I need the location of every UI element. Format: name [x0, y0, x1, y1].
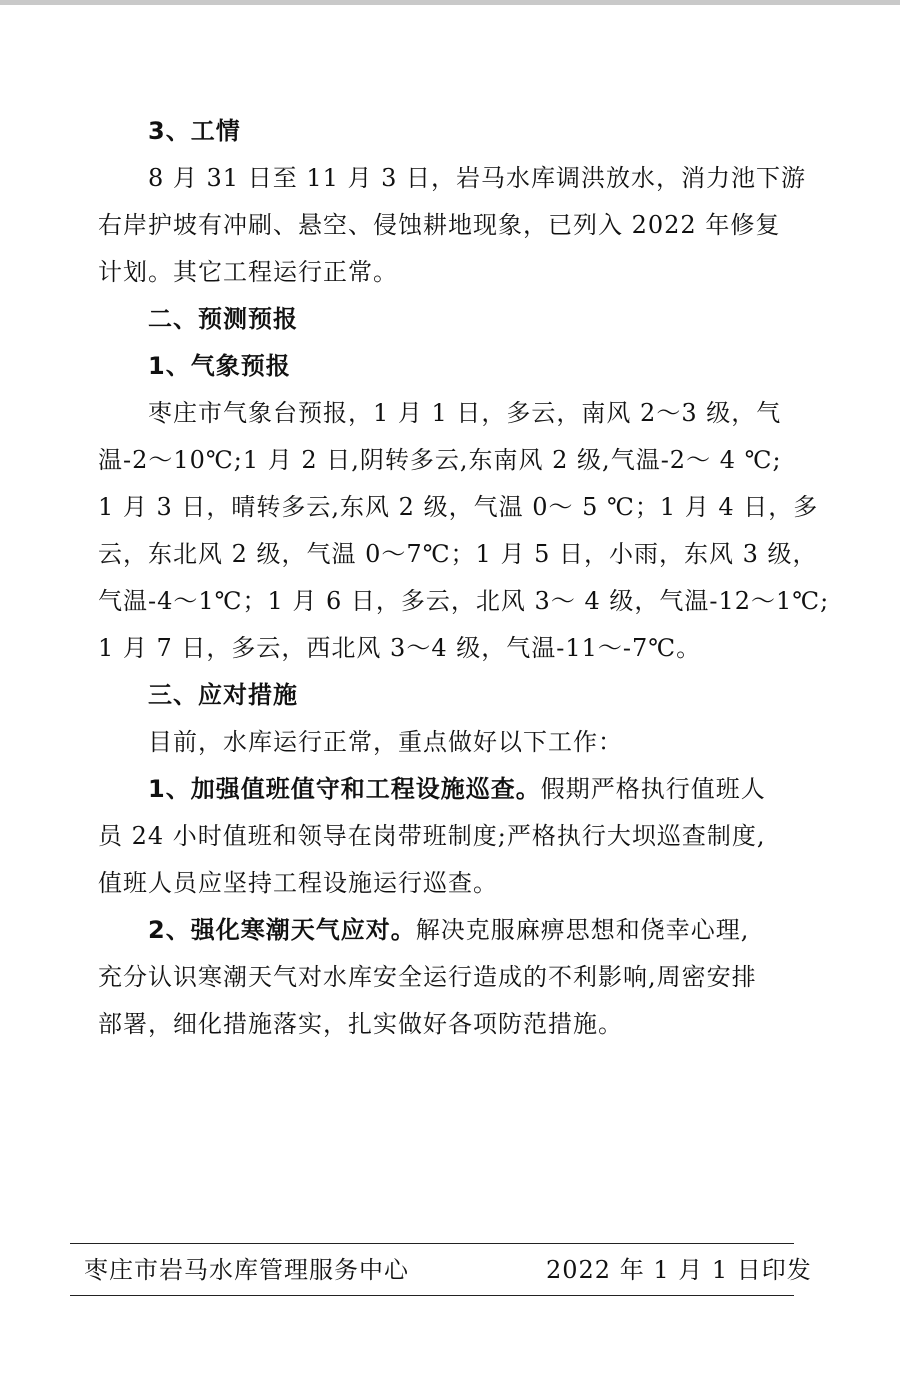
document-body	[98, 108, 830, 1048]
paragraph-line: 计划。其它工程运行正常。	[98, 258, 398, 286]
measure-item-2-text: 解决克服麻痹思想和侥幸心理,	[415, 916, 750, 944]
measure-item-1-text: 假期严格执行值班人	[540, 775, 766, 803]
paragraph-line: 温-2～10℃;1 月 2 日,阴转多云,东南风 2 级,气温-2～ 4 ℃;	[98, 446, 782, 474]
section-heading-forecast: 二、预测预报	[148, 305, 298, 333]
paragraph-line: 气温-4～1℃；1 月 6 日，多云，北风 3～ 4 级，气温-12～1℃;	[98, 587, 830, 615]
paragraph-line: 云，东北风 2 级，气温 0～7℃；1 月 5 日，小雨，东风 3 级，	[98, 540, 818, 568]
paragraph-line: 员 24 小时值班和领导在岗带班制度;严格执行大坝巡查制度,	[98, 822, 766, 850]
top-divider	[0, 0, 900, 5]
measure-item-1-title: 1、加强值班值守和工程设施巡查。	[148, 775, 541, 803]
measure-item-1-first-line	[98, 766, 806, 813]
measure-item-2-first-line	[98, 907, 806, 954]
footer-divider-top	[70, 1243, 794, 1244]
paragraph-line: 8 月 31 日至 11 月 3 日，岩马水库调洪放水，消力池下游	[148, 164, 807, 192]
footer-issue-date: 2022 年 1 月 1 日印发	[546, 1256, 812, 1284]
paragraph-line: 1 月 3 日，晴转多云,东风 2 级，气温 0～ 5 ℃；1 月 4 日，多	[98, 493, 819, 521]
footer-divider-bottom	[70, 1295, 794, 1296]
measures-intro: 目前，水库运行正常，重点做好以下工作：	[148, 728, 623, 756]
paragraph-line: 1 月 7 日，多云，西北风 3～4 级，气温-11～-7℃。	[98, 634, 702, 662]
footer-organization: 枣庄市岩马水库管理服务中心	[84, 1256, 409, 1284]
subheading-weather-forecast: 1、气象预报	[148, 352, 291, 380]
paragraph-line: 充分认识寒潮天气对水库安全运行造成的不利影响,周密安排	[98, 963, 757, 991]
paragraph-line: 部署，细化措施落实，扎实做好各项防范措施。	[98, 1010, 623, 1038]
paragraph-line: 值班人员应坚持工程设施运行巡查。	[98, 869, 498, 897]
measure-item-2-title: 2、强化寒潮天气应对。	[148, 916, 416, 944]
section-heading-measures: 三、应对措施	[148, 681, 298, 709]
paragraph-line: 右岸护坡有冲刷、悬空、侵蚀耕地现象，已列入 2022 年修复	[98, 211, 781, 239]
section-heading-engineering: 3、工情	[148, 117, 241, 145]
paragraph-line: 枣庄市气象台预报，1 月 1 日，多云，南风 2～3 级，气	[148, 399, 782, 427]
